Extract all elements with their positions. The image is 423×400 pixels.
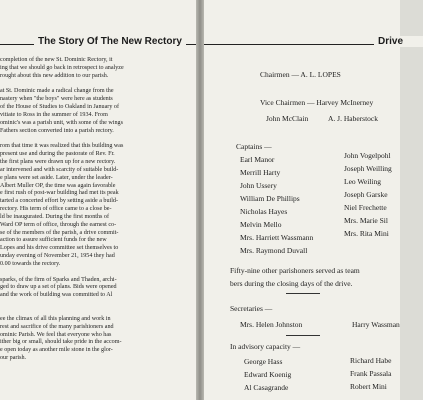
captain-left: Earl Manor: [240, 155, 275, 164]
story-line: ominic Parish. We feel that everyone who has: [0, 331, 112, 338]
vice-name-1: John McClain: [266, 114, 309, 123]
advisory-label: In advisory capacity —: [230, 342, 301, 351]
story-line: sparks, of the firm of Sparks and Thaden, archi-: [0, 276, 117, 283]
parishoners-line-1: Fifty-nine other parishoners served as team: [230, 266, 360, 275]
secretary-name: Mrs. Helen Johnston: [240, 320, 303, 329]
chairmen-line: Chairmen — A. L. LOPES: [260, 70, 341, 79]
story-line: of the House of Studies to Oakland in January of: [0, 104, 119, 111]
vice-chairmen-line: Vice Chairmen — Harvey McInerney: [260, 98, 374, 107]
story-line: e first rush of post-war building had met its peak: [0, 190, 119, 197]
captain-right: Mrs. Rita Mini: [344, 229, 389, 238]
captains-label: Captains —: [236, 142, 272, 151]
story-line: ither big or small, should take pride in the accom-: [0, 339, 122, 346]
story-line: e open today as another mile stone in the glor-: [0, 347, 113, 354]
secretary-name: Harry Wassman: [352, 320, 400, 329]
story-line: 0.00 towards the rectory.: [0, 260, 61, 267]
captain-left: Melvin Mello: [240, 220, 282, 229]
story-line: [0, 308, 196, 316]
story-line: Lopes and his drive committee set themselves to: [0, 245, 119, 252]
story-line: [0, 135, 196, 143]
story-line: e plans were set aside. Later, under the leader-: [0, 174, 113, 181]
story-line: ing that we should go back in retrospect to analyze: [0, 64, 124, 71]
story-line: ar intervened and with scarcity of suitable build-: [0, 166, 119, 173]
story-line: rought about this new addition to our parish.: [0, 72, 109, 79]
story-line: Ward OP term of office, through the earnest co-: [0, 221, 117, 228]
right-page-heading: Drive: [374, 36, 423, 47]
story-line: tarted a concerted effort by setting aside a build-: [0, 198, 118, 205]
story-line: the first plans were drawn up for a new rectory.: [0, 158, 116, 165]
story-line: ominic's was a parish unit, with some of the wings: [0, 119, 123, 126]
story-line: se of the members of the parish, a drive commit-: [0, 229, 119, 236]
story-line: nastery when "the boys" were here as students: [0, 96, 113, 103]
advisor-right: Frank Passala: [350, 369, 392, 378]
captain-left: Mrs. Raymond Duvall: [240, 246, 308, 255]
story-line: ee the climax of all this planning and work in: [0, 315, 111, 322]
story-line: at St. Dominic made a radical change from the: [0, 88, 114, 95]
story-line: unday evening of November 21, 1954 they had: [0, 253, 115, 260]
story-line: rest and sacrifice of the many parishioners and: [0, 323, 114, 330]
advisor-left: Edward Koenig: [244, 370, 292, 379]
vice-name-2: A. J. Haberstock: [328, 114, 378, 123]
advisor-left: Al Casagrande: [244, 383, 289, 392]
story-line: and the work of building was committed to Al: [0, 292, 113, 299]
captain-right: Niel Frechette: [344, 203, 387, 212]
story-line: ld be inaugurated. During the first months of: [0, 213, 109, 220]
page-gutter: [196, 0, 204, 400]
left-page: [0, 0, 196, 400]
captain-left: Merrill Harty: [240, 168, 281, 177]
story-line: ged to draw up a set of plans. Bids were opened: [0, 284, 117, 291]
section-divider: [286, 335, 320, 336]
advisor-left: George Hass: [244, 357, 283, 366]
story-line: Albert Muller OP, the time was again favorable: [0, 182, 116, 189]
story-line: present use and during the pastorate of Rev. Fr.: [0, 151, 115, 158]
captain-right: John Vogelpohl: [344, 151, 391, 160]
story-line: action to assure sufficient funds for the new: [0, 237, 107, 244]
captain-left: William De Phillips: [240, 194, 300, 203]
section-divider: [286, 293, 320, 294]
left-page-heading: The Story Of The New Rectory: [34, 36, 186, 47]
story-line: our parish.: [0, 355, 27, 362]
parishoners-line-2: bers during the closing days of the drive.: [230, 279, 353, 288]
advisor-right: Robert Mini: [350, 382, 387, 391]
captain-right: Joseph Garske: [344, 190, 388, 199]
right-title-rule: [204, 44, 400, 45]
story-line: completion of the new St. Dominic Rectory, it: [0, 57, 113, 63]
rectory-story-text: [0, 57, 196, 363]
advisor-right: Richard Habe: [350, 356, 392, 365]
story-line: Fathers section converted into a parish rectory.: [0, 127, 114, 134]
story-line: rom that time it was realized that this building was: [0, 143, 124, 150]
right-page: [204, 0, 404, 400]
captain-left: Mrs. Harriett Wassmann: [240, 233, 314, 242]
captain-left: John Ussery: [240, 181, 277, 190]
story-line: vitiate to Ross in the summer of 1934. From: [0, 111, 108, 118]
story-line: [0, 269, 196, 277]
secretaries-label: Secretaries —: [230, 304, 273, 313]
story-line: rectory. His term of office came to a close be-: [0, 206, 112, 213]
captain-right: Mrs. Marie Sil: [344, 216, 388, 225]
captain-right: Leo Weiling: [344, 177, 381, 186]
captain-left: Nicholas Hayes: [240, 207, 288, 216]
captain-right: Joseph Weilling: [344, 164, 392, 173]
story-line: [0, 300, 196, 308]
